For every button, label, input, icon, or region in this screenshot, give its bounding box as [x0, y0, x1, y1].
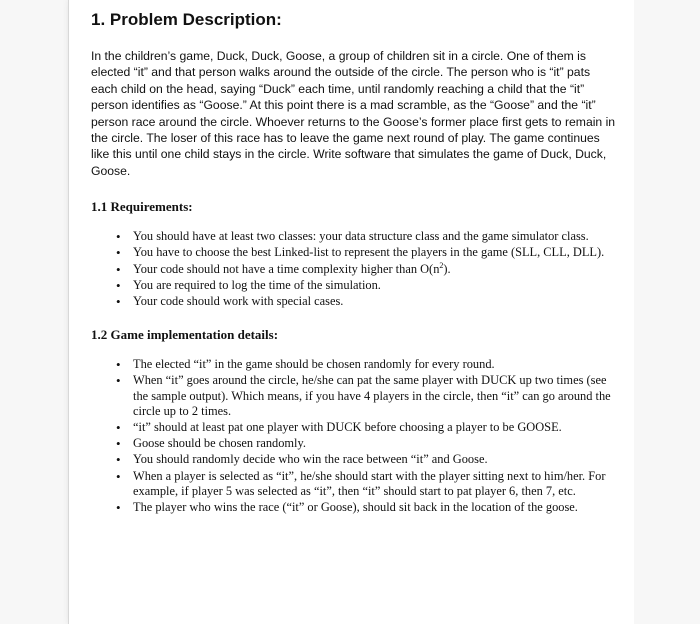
complexity-exponent: 2 [439, 260, 444, 270]
section-title: 1. Problem Description: [91, 10, 282, 29]
list-item: • You should have at least two classes: your data structure class and the game simulator class. [91, 229, 616, 244]
list-item [91, 262, 616, 277]
list-item: • The player who wins the race (“it” or Goose), should sit back in the location of the goose. [91, 500, 616, 515]
page-margin-right [634, 0, 700, 624]
page-margin-left [0, 0, 68, 624]
implementation-heading: 1.2 Game implementation details: [91, 327, 279, 343]
complexity-suffix: ). [443, 261, 451, 276]
list-item: • When “it” goes around the circle, he/she can pat the same player with DUCK up two times (see the sample output). Which means, if you have 4 players in the circle, then “it” can go around the circle up to 2 times. [91, 373, 616, 419]
list-item: • Goose should be chosen randomly. [91, 436, 616, 451]
requirements-heading: 1.1 Requirements: [91, 199, 193, 215]
document-content [91, 8, 616, 516]
list-item: • Your code should work with special cases. [91, 294, 616, 309]
requirements-list [91, 229, 616, 309]
implementation-list [91, 357, 616, 515]
list-item: • You are required to log the time of the simulation. [91, 278, 616, 293]
list-item: • “it” should at least pat one player with DUCK before choosing a player to be GOOSE. [91, 420, 616, 435]
list-item: • You should randomly decide who win the race between “it” and Goose. [91, 452, 616, 467]
list-item: • You have to choose the best Linked-list to represent the players in the game (SLL, CLL, DLL). [91, 245, 616, 260]
list-item: • When a player is selected as “it”, he/she should start with the player sitting next to him/her. For example, if player 5 was selected as “it”, then “it” should start to pat player 6, then 7, etc. [91, 469, 616, 499]
complexity-text: Your code should not have a time complexity higher than O(n [133, 261, 440, 276]
problem-intro: In the children’s game, Duck, Duck, Goose, a group of children sit in a circle. One of them is elected “it” and that person walks around the outside of the circle. The person who is “it” pats each child on the head, saying “Duck” each time, until randomly reaching a child that the “it” person identifies as “Goose.” At this point there is a mad scramble, as the “Goose” and the “it” person race around the circle. Whoever returns to the Goose’s former place first gets to remain in the circle. The loser of this race has to leave the game next round of play. The game continues like this until one child stays in the circle. Write software that simulates the game of Duck, Duck, Goose. [91, 49, 616, 178]
list-item: • The elected “it” in the game should be chosen randomly for every round. [91, 357, 616, 372]
